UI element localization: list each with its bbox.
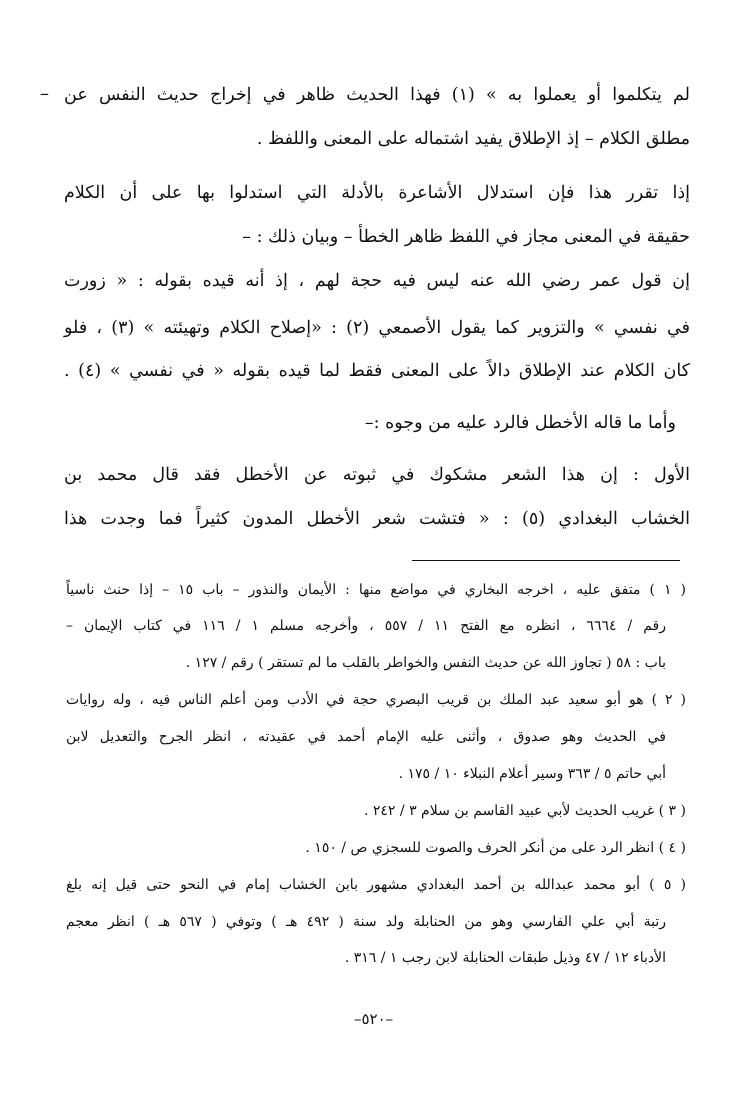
footnote-5-line-1: ( ٥ ) أبو محمد عبدالله بن أحمد البغدادي مشهور بابن الخشاب إمام في النحو حتى قيل إنه بلغ — [66, 877, 686, 893]
body-line-1: لم يتكلموا أو يعملوا به » (١) فهذا الحديث ظاهر في إخراج حديث النفس عن — [64, 85, 690, 105]
body-line-6: في نفسي » والتزوير كما يقول الأصمعي (٢) : «إصلاح الكلام وتهيئته » (٣) ، فلو — [64, 318, 690, 338]
page-number: –٥٢٠– — [354, 1010, 394, 1028]
footnote-1-line-1: ( ١ ) متفق عليه ، اخرجه البخاري في مواضع منها : الأيمان والنذور – باب ١٥ – إذا حنث ناسياً — [66, 582, 686, 598]
footnote-5-line-3: الأدباء ١٢ / ٤٧ وذيل طبقات الحنابلة لابن رجب ١ / ٣١٦ . — [344, 950, 666, 966]
body-line-2: مطلق الكلام – إذ الإطلاق يفيد اشتماله على المعنى واللفظ . — [256, 129, 690, 149]
margin-dash: – — [40, 83, 49, 104]
footnote-4: ( ٤ ) انظر الرد على من أنكر الحرف والصوت للسجزي ص / ١٥٠ . — [305, 840, 686, 856]
body-line-9: الأول : إن هذا الشعر مشكوك في ثبوته عن الأخطل فقد قال محمد بن — [64, 465, 690, 485]
footnote-2-line-1: ( ٢ ) هو أبو سعيد عبد الملك بن قريب البصري حجة في الأدب ومن أعلم الناس فيه ، وله روايات — [66, 692, 686, 708]
footnote-2-line-2: في الحديث وهو صدوق ، وأثنى عليه الإمام أحمد في عقيدته ، انظر الجرح والتعديل لابن — [66, 729, 666, 745]
body-line-7: كان الكلام عند الإطلاق دالاً على المعنى فقط لما قيده بقوله « في نفسي » (٤) . — [64, 361, 691, 381]
footnote-3: ( ٣ ) غريب الحديث لأبي عبيد القاسم بن سلام ٣ / ٢٤٢ . — [363, 803, 686, 819]
footnote-divider — [412, 560, 680, 561]
body-line-10: الخشاب البغدادي (٥) : « فتشت شعر الأخطل المدون كثيراً فما وجدت هذا — [64, 509, 690, 529]
body-line-3: إذا تقرر هذا فإن استدلال الأشاعرة بالأدلة التي استدلوا بها على أن الكلام — [64, 183, 690, 203]
footnote-1-line-2: رقم / ٦٦٦٤ ، انظره مع الفتح ١١ / ٥٥٧ ، وأخرجه مسلم ١ / ١١٦ في كتاب الإيمان – — [66, 618, 667, 634]
footnote-2-line-3: أبي حاتم ٥ / ٣٦٣ وسير أعلام النبلاء ١٠ / ١٧٥ . — [398, 766, 666, 782]
footnote-5-line-2: رتبة أبي علي الفارسي وهو من الحنابلة ولد سنة ( ٤٩٢ هـ ) وتوفي ( ٥٦٧ هـ ) انظر معجم — [66, 914, 666, 930]
body-line-8: وأما ما قاله الأخطل فالرد عليه من وجوه :– — [364, 413, 676, 433]
footnote-1-line-3: باب : ٥٨ ( تجاوز الله عن حديث النفس والخواطر بالقلب ما لم تستقر ) رقم / ١٢٧ . — [185, 655, 666, 671]
body-line-5: إن قول عمر رضي الله عنه ليس فيه حجة لهم ، إذ أنه قيده بقوله : « زورت — [64, 271, 690, 291]
body-line-4: حقيقة في المعنى مجاز في اللفظ ظاهر الخطأ – وبيان ذلك : – — [242, 227, 690, 247]
